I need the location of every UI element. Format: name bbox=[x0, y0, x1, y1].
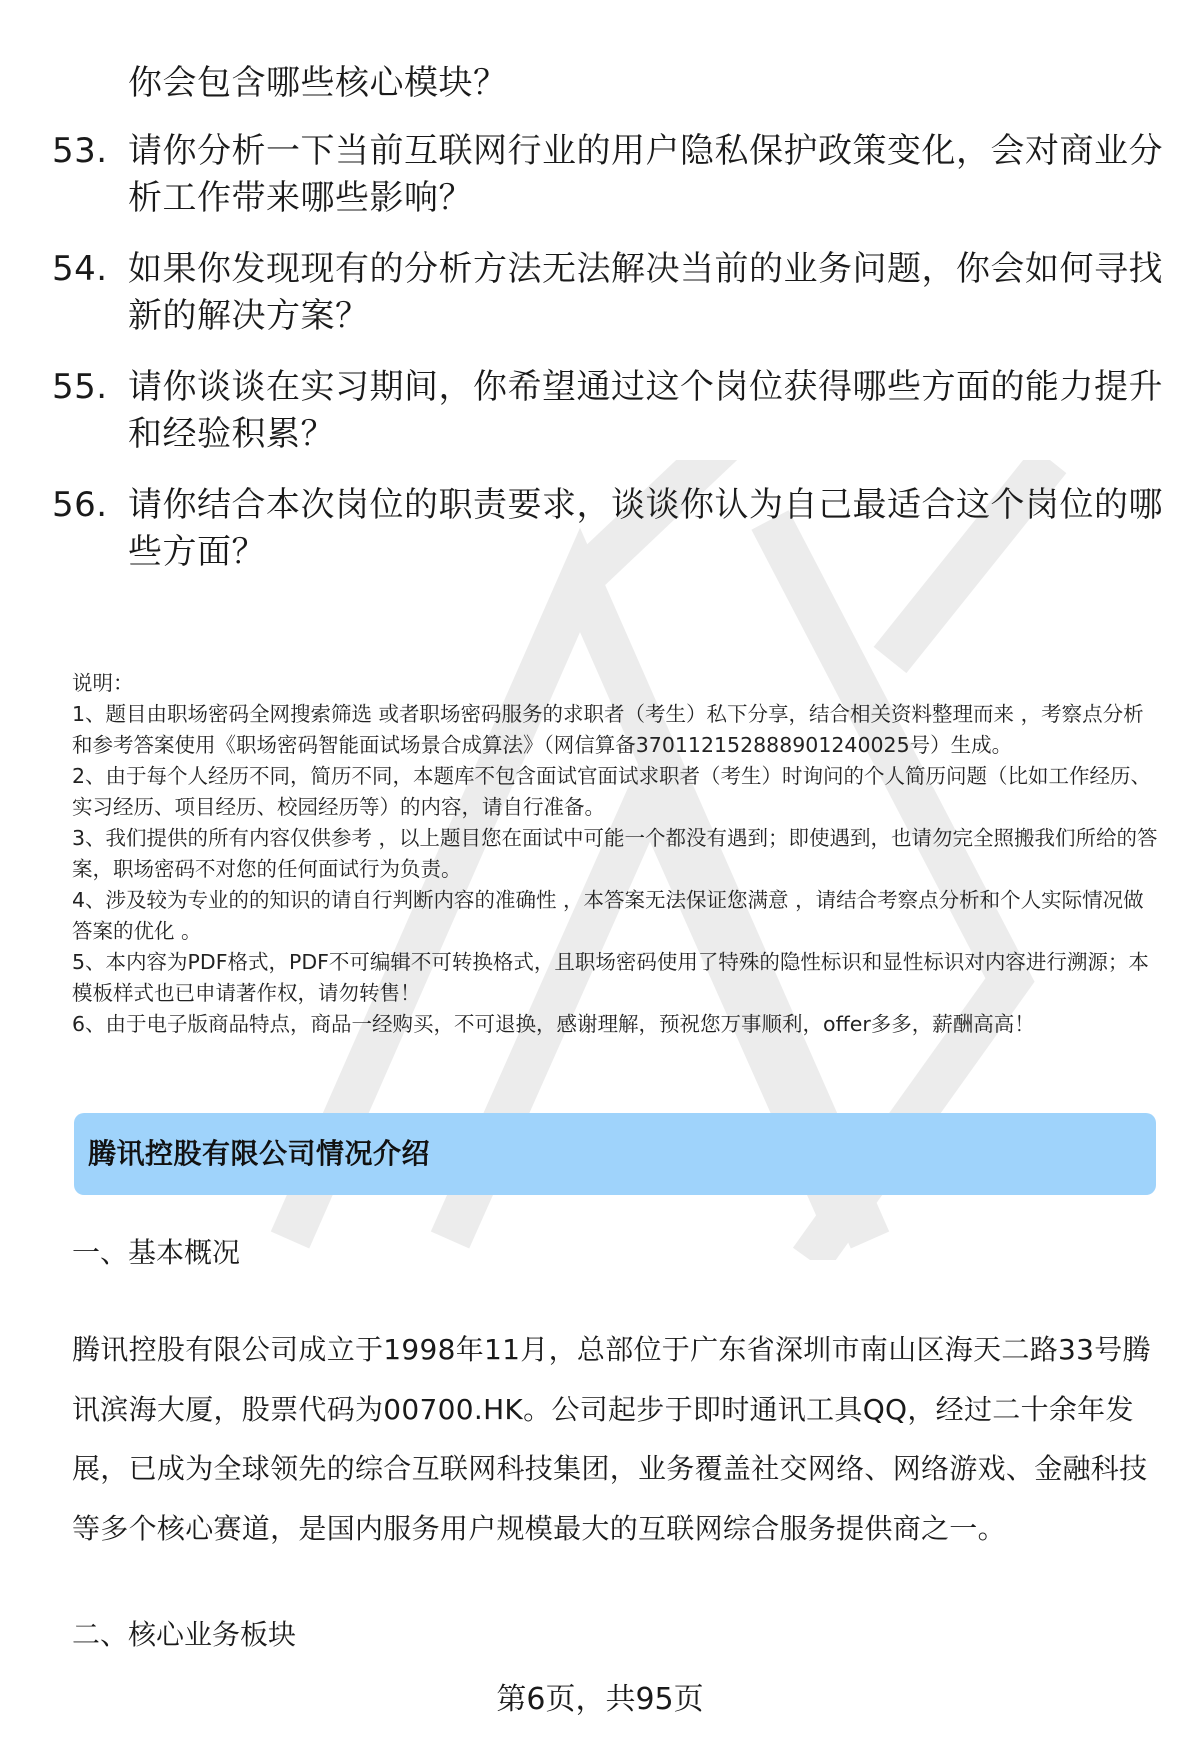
question-text: 如果你发现现有的分析方法无法解决当前的业务问题，你会如何寻找新的解决方案？ bbox=[128, 249, 1163, 336]
question-number: 56. bbox=[52, 485, 108, 525]
question-number: 54. bbox=[52, 249, 108, 289]
company-intro-banner bbox=[74, 1113, 1156, 1195]
section-heading-core-business: 二、核心业务板块 bbox=[72, 1618, 297, 1651]
disclaimer-notes bbox=[72, 668, 1160, 1040]
section-heading-overview: 一、基本概况 bbox=[72, 1236, 241, 1269]
banner-title: 腾讯控股有限公司情况介绍 bbox=[88, 1137, 431, 1170]
question-52-continuation: 你会包含哪些核心模块？ bbox=[128, 63, 508, 103]
note-item-6: 6、由于电子版商品特点，商品一经购买，不可退换，感谢理解，预祝您万事顺利，offer多多，薪酬高高！ bbox=[72, 1012, 1035, 1036]
note-item-1: 1、题目由职场密码全网搜索筛选 或者职场密码服务的求职者（考生）私下分享，结合相关资料整理而来 ，考察点分析和参考答案使用《职场密码智能面试场景合成算法》（网信算备370112152888901240025号）生成。 bbox=[72, 702, 1144, 757]
question-number: 53. bbox=[52, 131, 108, 171]
company-overview-paragraph: 腾讯控股有限公司成立于1998年11月，总部位于广东省深圳市南山区海天二路33号腾讯滨海大厦，股票代码为00700.HK。公司起步于即时通讯工具QQ，经过二十余年发展，已成为全球领先的综合互联网科技集团，业务覆盖社交网络、网络游戏、金融科技等多个核心赛道，是国内服务用户规模最大的互联网综合服务提供商之一。 bbox=[72, 1333, 1151, 1545]
question-text: 请你谈谈在实习期间，你希望通过这个岗位获得哪些方面的能力提升和经验积累？ bbox=[128, 367, 1163, 454]
question-54 bbox=[52, 246, 1163, 340]
question-53 bbox=[52, 128, 1163, 222]
note-item-4: 4、涉及较为专业的的知识的请自行判断内容的准确性 ，本答案无法保证您满意 ，请结合考察点分析和个人实际情况做答案的优化 。 bbox=[72, 888, 1144, 943]
question-text: 请你结合本次岗位的职责要求，谈谈你认为自己最适合这个岗位的哪些方面？ bbox=[128, 485, 1163, 572]
note-item-3: 3、我们提供的所有内容仅供参考 ，以上题目您在面试中可能一个都没有遇到；即使遇到，也请勿完全照搬我们所给的答案，职场密码不对您的任何面试行为负责。 bbox=[72, 826, 1158, 881]
question-number: 55. bbox=[52, 367, 108, 407]
question-55 bbox=[52, 364, 1163, 458]
notes-heading: 说明： bbox=[72, 671, 134, 695]
question-56 bbox=[52, 482, 1163, 576]
page-indicator: 第6页，共95页 bbox=[496, 1682, 704, 1717]
note-item-2: 2、由于每个人经历不同，简历不同，本题库不包含面试官面试求职者（考生）时询问的个人简历问题（比如工作经历、实习经历、项目经历、校园经历等）的内容，请自行准备。 bbox=[72, 764, 1152, 819]
note-item-5: 5、本内容为PDF格式，PDF不可编辑不可转换格式，且职场密码使用了特殊的隐性标识和显性标识对内容进行溯源；本模板样式也已申请著作权，请勿转售！ bbox=[72, 950, 1149, 1005]
question-text: 请你分析一下当前互联网行业的用户隐私保护政策变化，会对商业分析工作带来哪些影响？ bbox=[128, 131, 1163, 218]
